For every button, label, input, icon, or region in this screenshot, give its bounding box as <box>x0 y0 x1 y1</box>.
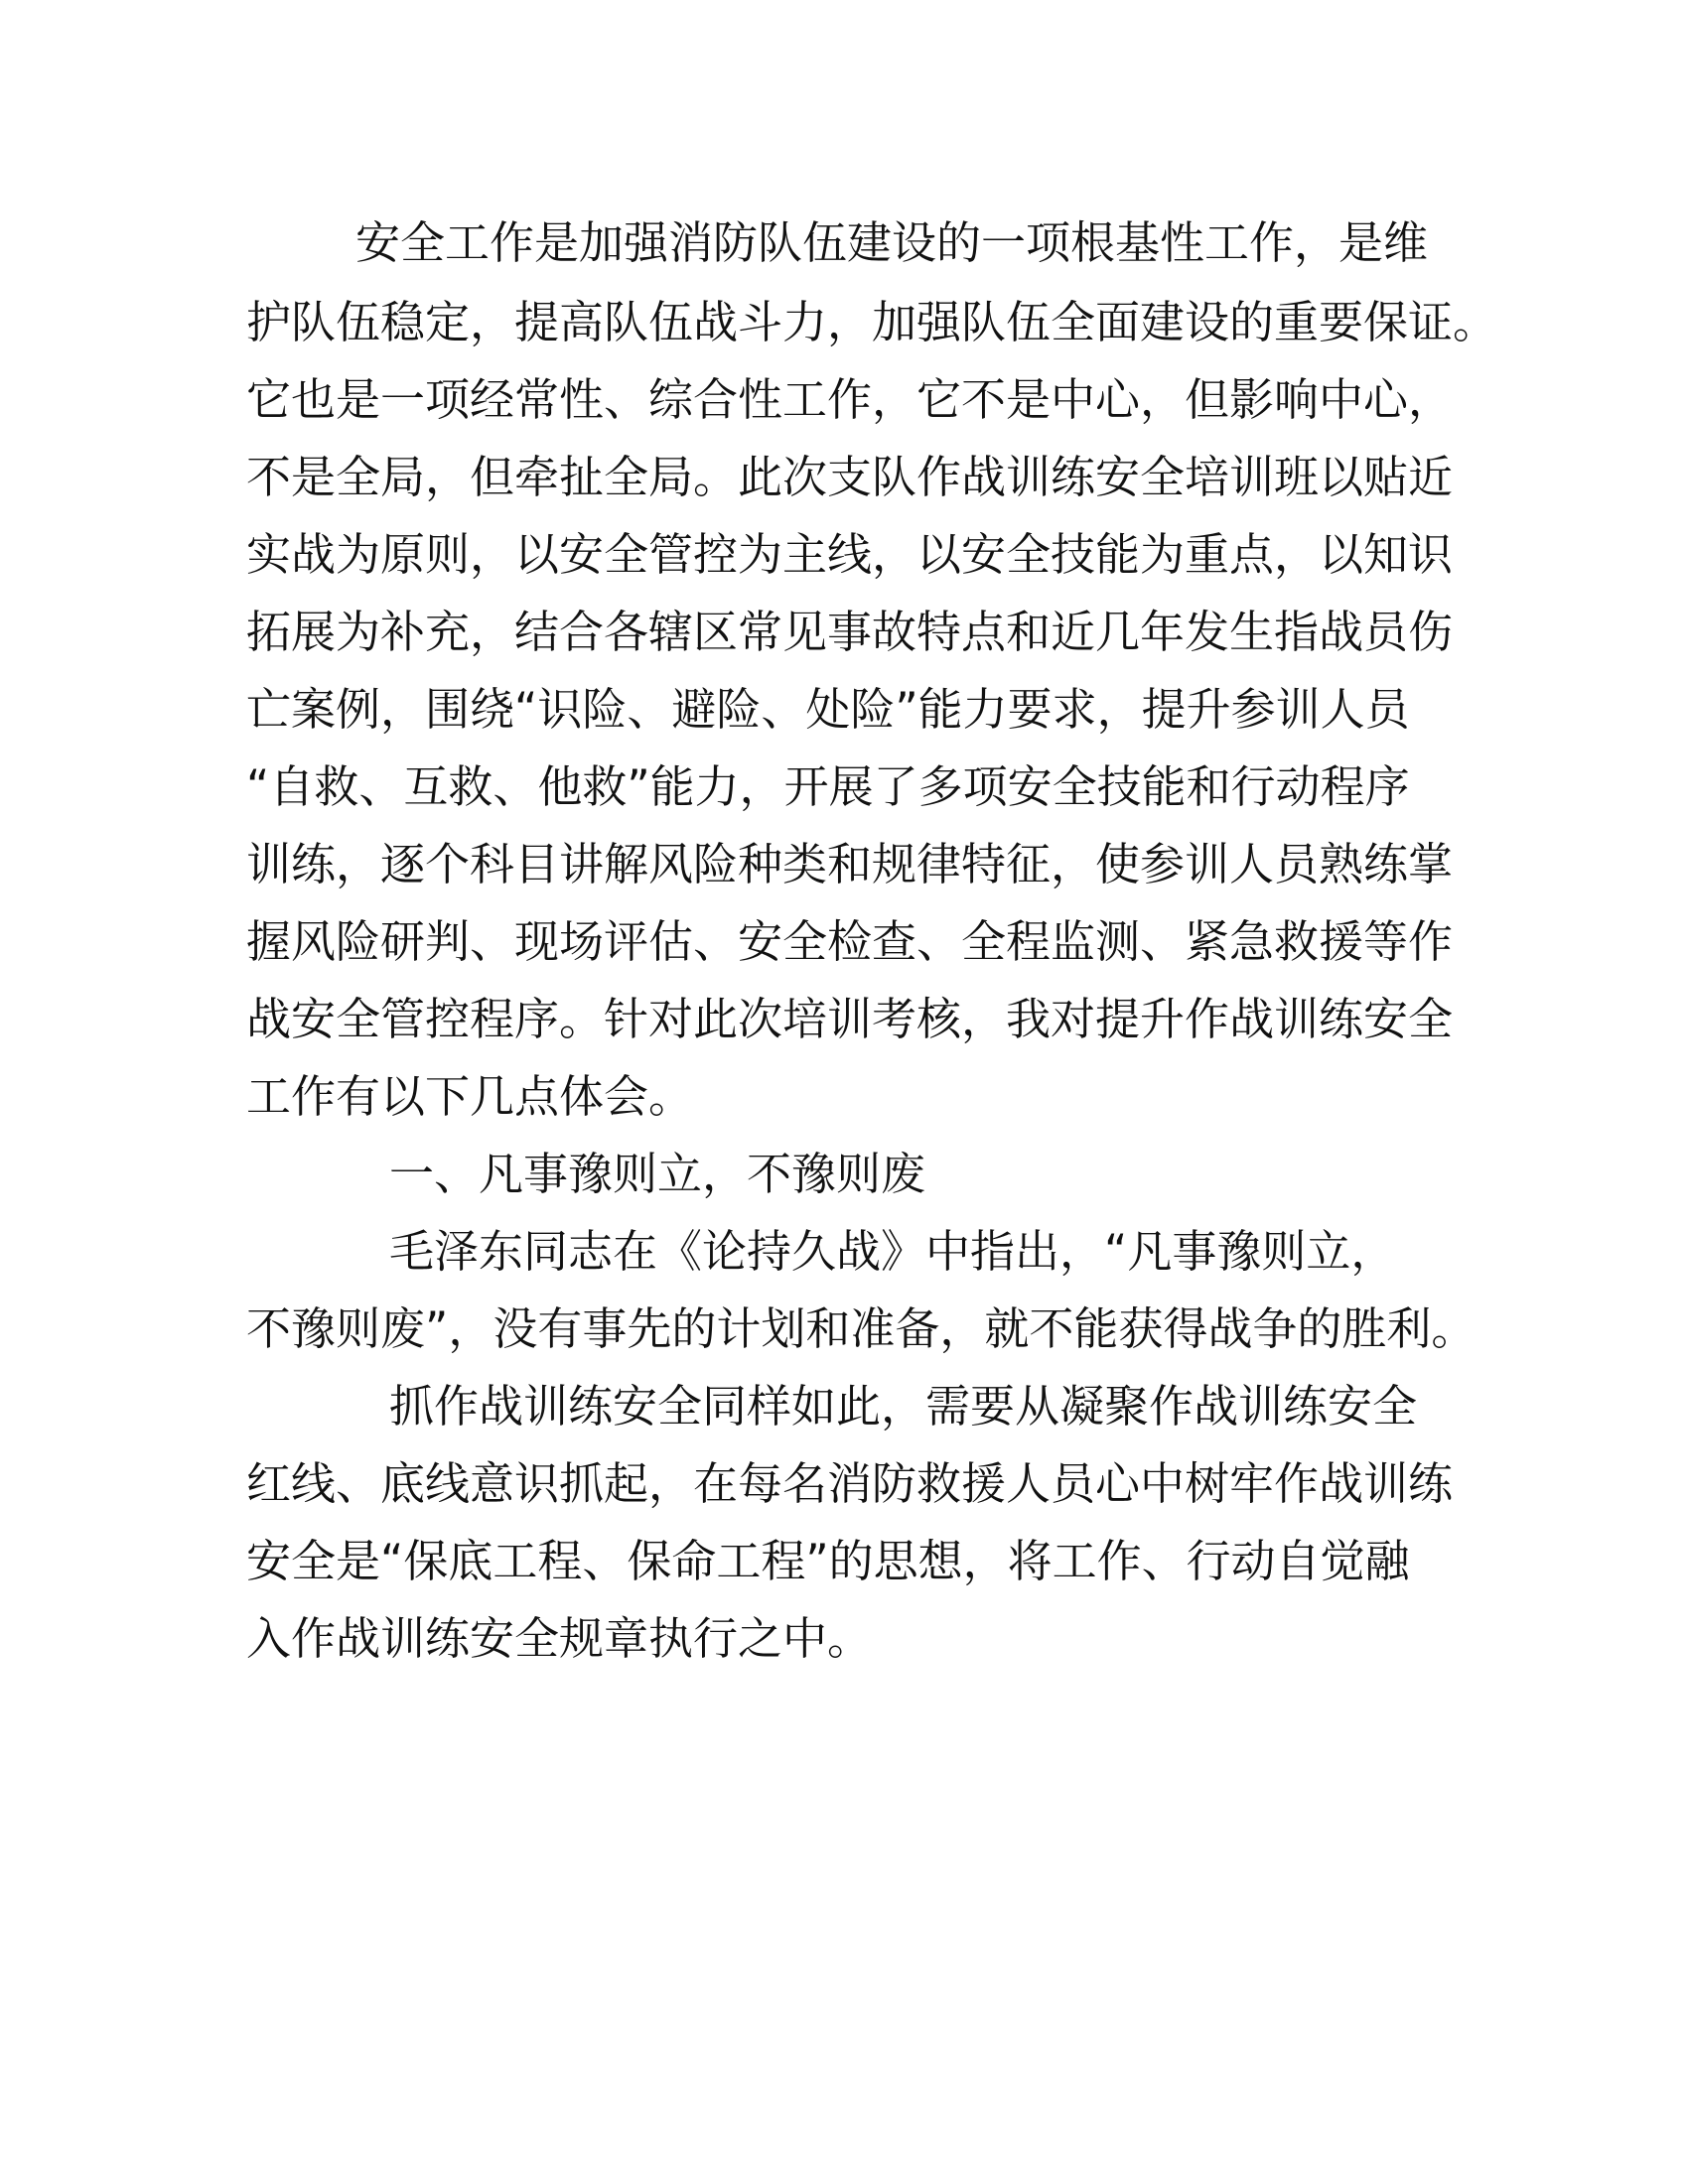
paragraph-1-line-1: 安全工作是加强消防队伍建设的一项根基性工作，是维 <box>355 216 1429 269</box>
paragraph-1-line-3: 它也是一项经常性、综合性工作，它不是中心，但影响中心， <box>246 373 1454 426</box>
paragraph-2-line-2: 不豫则废”，没有事先的计划和准备，就不能获得战争的胜利。 <box>246 1302 1477 1355</box>
paragraph-3-line-1: 抓作战训练安全同样如此，需要从凝聚作战训练安全 <box>389 1380 1418 1433</box>
paragraph-3-line-2: 红线、底线意识抓起，在每名消防救援人员心中树牢作战训练 <box>246 1457 1454 1510</box>
paragraph-1-line-7: 亡案例，围绕“识险、避险、处险”能力要求，提升参训人员 <box>246 683 1410 736</box>
paragraph-1-line-6: 拓展为补充，结合各辖区常见事故特点和近几年发生指战员伤 <box>246 606 1454 658</box>
section-heading: 一、凡事豫则立，不豫则废 <box>389 1148 926 1200</box>
paragraph-2-line-1: 毛泽东同志在《论持久战》中指出，“凡事豫则立， <box>389 1225 1396 1278</box>
paragraph-1-line-12: 工作有以下几点体会。 <box>246 1070 694 1123</box>
paragraph-1-line-10: 握风险研判、现场评估、安全检查、全程监测、紧急救援等作 <box>246 915 1454 968</box>
paragraph-1-line-9: 训练，逐个科目讲解风险种类和规律特征，使参训人员熟练掌 <box>246 838 1454 890</box>
paragraph-1-line-11: 战安全管控程序。针对此次培训考核，我对提升作战训练安全 <box>246 993 1454 1045</box>
paragraph-1-line-2: 护队伍稳定，提高队伍战斗力，加强队伍全面建设的重要保证。 <box>246 296 1498 348</box>
paragraph-1-line-5: 实战为原则，以安全管控为主线，以安全技能为重点，以知识 <box>246 528 1454 581</box>
paragraph-3-line-4: 入作战训练安全规章执行之中。 <box>246 1612 873 1665</box>
paragraph-1-line-4: 不是全局，但牵扯全局。此次支队作战训练安全培训班以贴近 <box>246 451 1454 503</box>
paragraph-1-line-8: “自救、互救、他救”能力，开展了多项安全技能和行动程序 <box>246 760 1410 813</box>
paragraph-3-line-3: 安全是“保底工程、保命工程”的思想，将工作、行动自觉融 <box>246 1535 1410 1587</box>
